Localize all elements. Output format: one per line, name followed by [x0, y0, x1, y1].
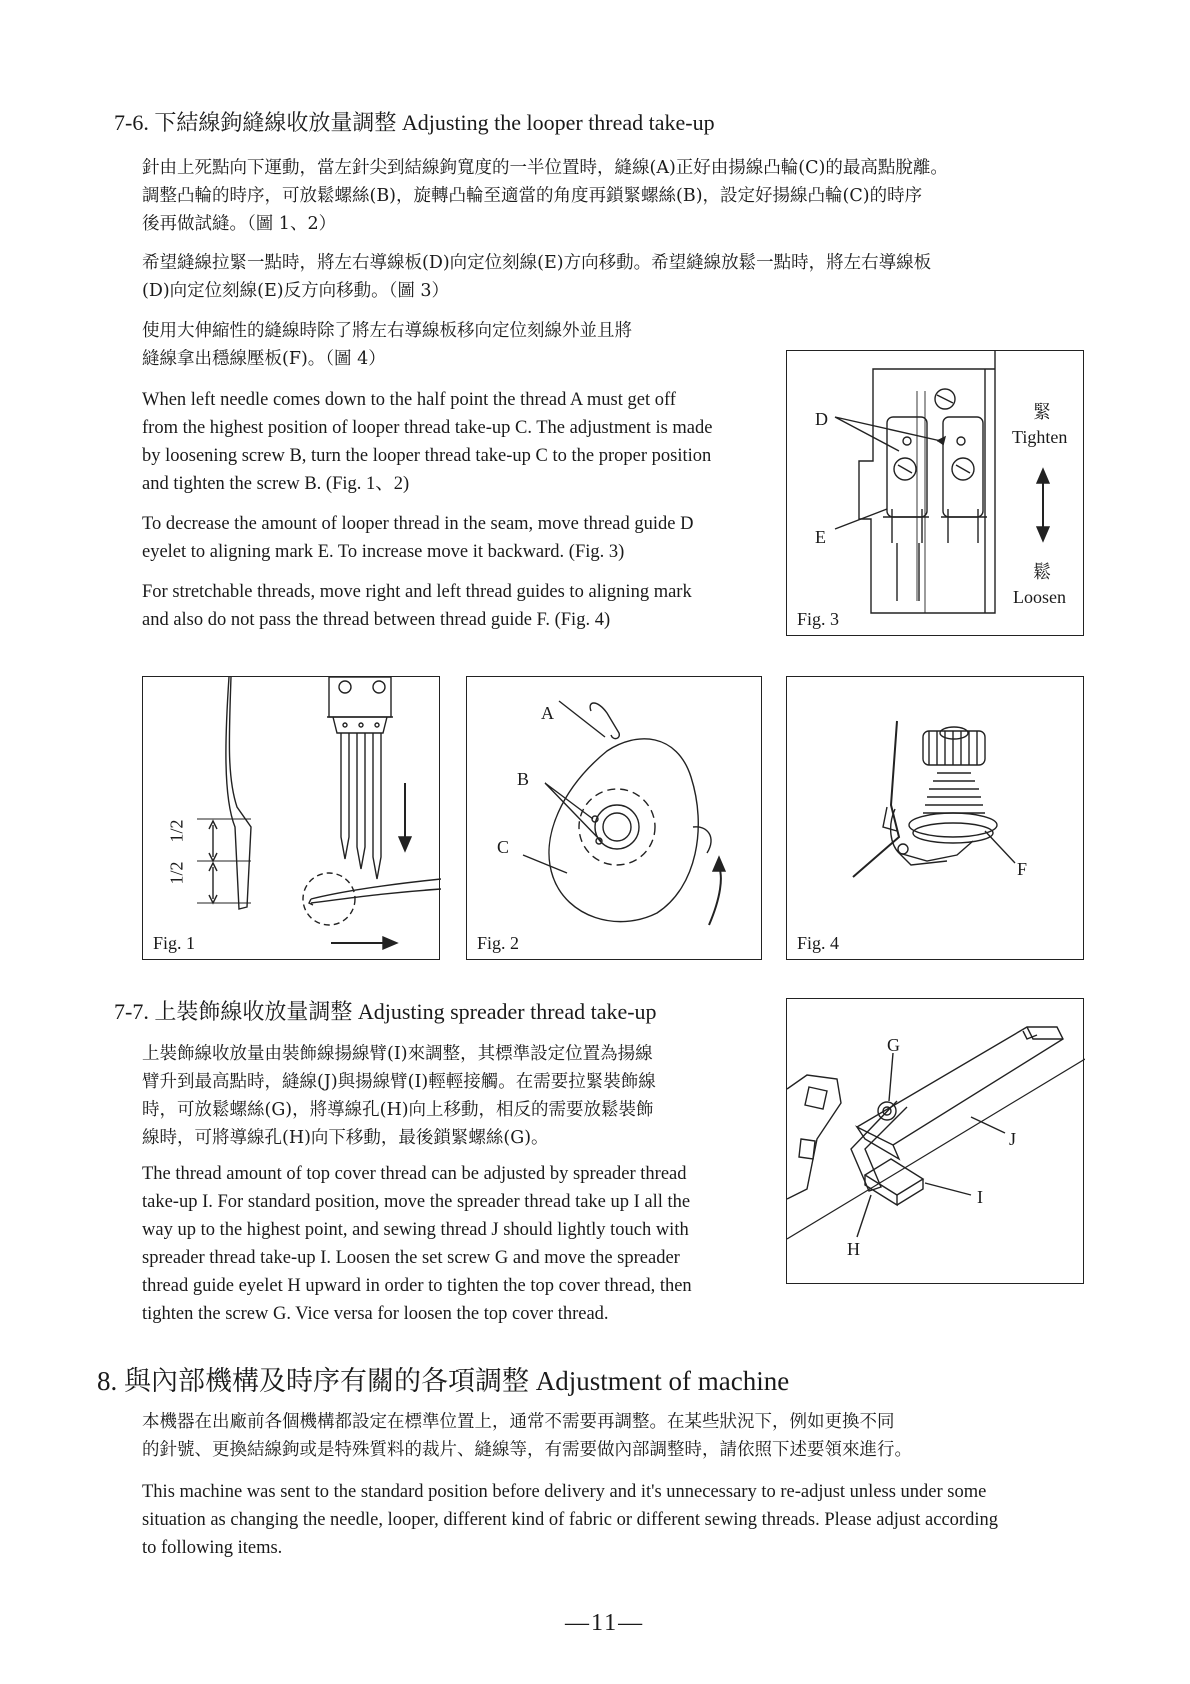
figure-caption: Fig. 3	[797, 609, 840, 629]
en-paragraph-line: way up to the highest point, and sewing thread J should lightly touch with	[142, 1220, 689, 1240]
en-paragraph-line: This machine was sent to the standard position before delivery and it's unnecessary to re-adjust unless under some	[142, 1482, 987, 1502]
zh-paragraph-line: 上裝飾線收放量由裝飾線揚線臂(I)來調整，其標準設定位置為揚線	[142, 1044, 653, 1064]
page-number: —11—	[565, 1610, 645, 1636]
label-i: I	[977, 1187, 983, 1207]
en-paragraph-line: tighten the screw G. Vice versa for loosen the top cover thread.	[142, 1304, 609, 1324]
figure-spreader-take-up	[786, 998, 1084, 1284]
en-paragraph-1-line: and tighten the screw B. (Fig. 1、2)	[142, 474, 410, 494]
label-c: C	[497, 837, 510, 857]
label-d: D	[815, 409, 828, 429]
figure-4-thread-guide-f	[786, 676, 1084, 960]
en-paragraph-line: to following items.	[142, 1538, 283, 1558]
zh-paragraph-line: 時，可放鬆螺絲(G)，將導線孔(H)向上移動，相反的需要放鬆裝飾	[142, 1100, 654, 1120]
needle-drawing	[143, 677, 441, 961]
zh-paragraph-1-line: 針由上死點向下運動，當左針尖到結線鉤寬度的一半位置時，縫線(A)正好由揚線凸輪(C)的最高點脫離。	[142, 158, 948, 178]
label-g: G	[887, 1035, 900, 1055]
cam-drawing	[467, 677, 763, 961]
en-paragraph-3-line: For stretchable threads, move right and left thread guides to aligning mark	[142, 582, 692, 602]
loosen-zh-label: 鬆	[1033, 562, 1051, 583]
zh-paragraph-3-line: 使用大伸縮性的縫線時除了將左右導線板移向定位刻線外並且將	[142, 321, 632, 341]
en-paragraph-2-line: eyelet to aligning mark E. To increase move it backward. (Fig. 3)	[142, 542, 625, 562]
half-label-b: 1/2	[166, 819, 187, 843]
label-a: A	[541, 703, 554, 723]
section-8-title: 8. 與內部機構及時序有關的各項調整 Adjustment of machine	[97, 1366, 790, 1396]
en-paragraph-line: situation as changing the needle, looper, different kind of fabric or different sewing threads. Please adjust according	[142, 1510, 998, 1530]
half-label-a: 1/2	[166, 861, 187, 885]
figure-2-take-up-cam	[466, 676, 762, 960]
zh-paragraph-3-line: 縫線拿出穩線壓板(F)。（圖 4）	[142, 349, 386, 369]
tighten-zh-label: 緊	[1033, 402, 1051, 423]
label-h: H	[847, 1239, 860, 1259]
en-paragraph-line: The thread amount of top cover thread can be adjusted by spreader thread	[142, 1164, 687, 1184]
zh-paragraph-line: 本機器在出廠前各個機構都設定在標準位置上，通常不需要再調整。在某些狀況下，例如更換不同	[142, 1412, 895, 1432]
en-paragraph-1-line: from the highest position of looper thread take-up C. The adjustment is made	[142, 418, 713, 438]
label-e: E	[815, 527, 826, 547]
tension-drawing	[787, 677, 1085, 961]
section-7-6-title: 7-6. 下結線鉤縫線收放量調整 Adjusting the looper thread take-up	[114, 110, 715, 135]
section-7-7-title: 7-7. 上裝飾線收放量調整 Adjusting spreader thread take-up	[114, 999, 657, 1024]
en-paragraph-line: thread guide eyelet H upward in order to tighten the top cover thread, then	[142, 1276, 692, 1296]
label-b: B	[517, 769, 530, 789]
loosen-en-label: Loosen	[1013, 587, 1066, 607]
figure-3-thread-guide	[786, 350, 1084, 636]
figure-caption: Fig. 4	[797, 933, 840, 953]
label-f: F	[1017, 859, 1028, 879]
zh-paragraph-2-line: 希望縫線拉緊一點時，將左右導線板(D)向定位刻線(E)方向移動。希望縫線放鬆一點時，將左右導線板	[142, 253, 932, 273]
zh-paragraph-2-line: (D)向定位刻線(E)反方向移動。（圖 3）	[142, 281, 450, 301]
zh-paragraph-1-line: 後再做試縫。（圖 1、2）	[142, 214, 337, 234]
zh-paragraph-line: 臂升到最高點時，縫線(J)與揚線臂(I)輕輕接觸。在需要拉緊裝飾線	[142, 1072, 656, 1092]
label-j: J	[1009, 1129, 1017, 1149]
en-paragraph-2-line: To decrease the amount of looper thread in the seam, move thread guide D	[142, 514, 694, 534]
tighten-en-label: Tighten	[1012, 427, 1068, 447]
figure-caption: Fig. 2	[477, 933, 520, 953]
en-paragraph-line: take-up I. For standard position, move the spreader thread take up I all the	[142, 1192, 691, 1212]
spreader-drawing	[787, 999, 1085, 1285]
figure-1-needle	[142, 676, 440, 960]
figure-caption: Fig. 1	[153, 933, 196, 953]
en-paragraph-3-line: and also do not pass the thread between thread guide F. (Fig. 4)	[142, 610, 611, 630]
en-paragraph-1-line: by loosening screw B, turn the looper thread take-up C to the proper position	[142, 446, 712, 466]
zh-paragraph-line: 的針號、更換結線鉤或是特殊質料的裁片、縫線等，有需要做內部調整時，請依照下述要領來進行。	[142, 1440, 912, 1460]
zh-paragraph-line: 線時，可將導線孔(H)向下移動，最後鎖緊螺絲(G)。	[142, 1128, 549, 1148]
zh-paragraph-1-line: 調整凸輪的時序，可放鬆螺絲(B)，旋轉凸輪至適當的角度再鎖緊螺絲(B)，設定好揚線凸輪(C)的時序	[142, 186, 923, 206]
en-paragraph-line: spreader thread take-up I. Loosen the set screw G and move the spreader	[142, 1248, 680, 1268]
en-paragraph-1-line: When left needle comes down to the half point the thread A must get off	[142, 390, 676, 410]
